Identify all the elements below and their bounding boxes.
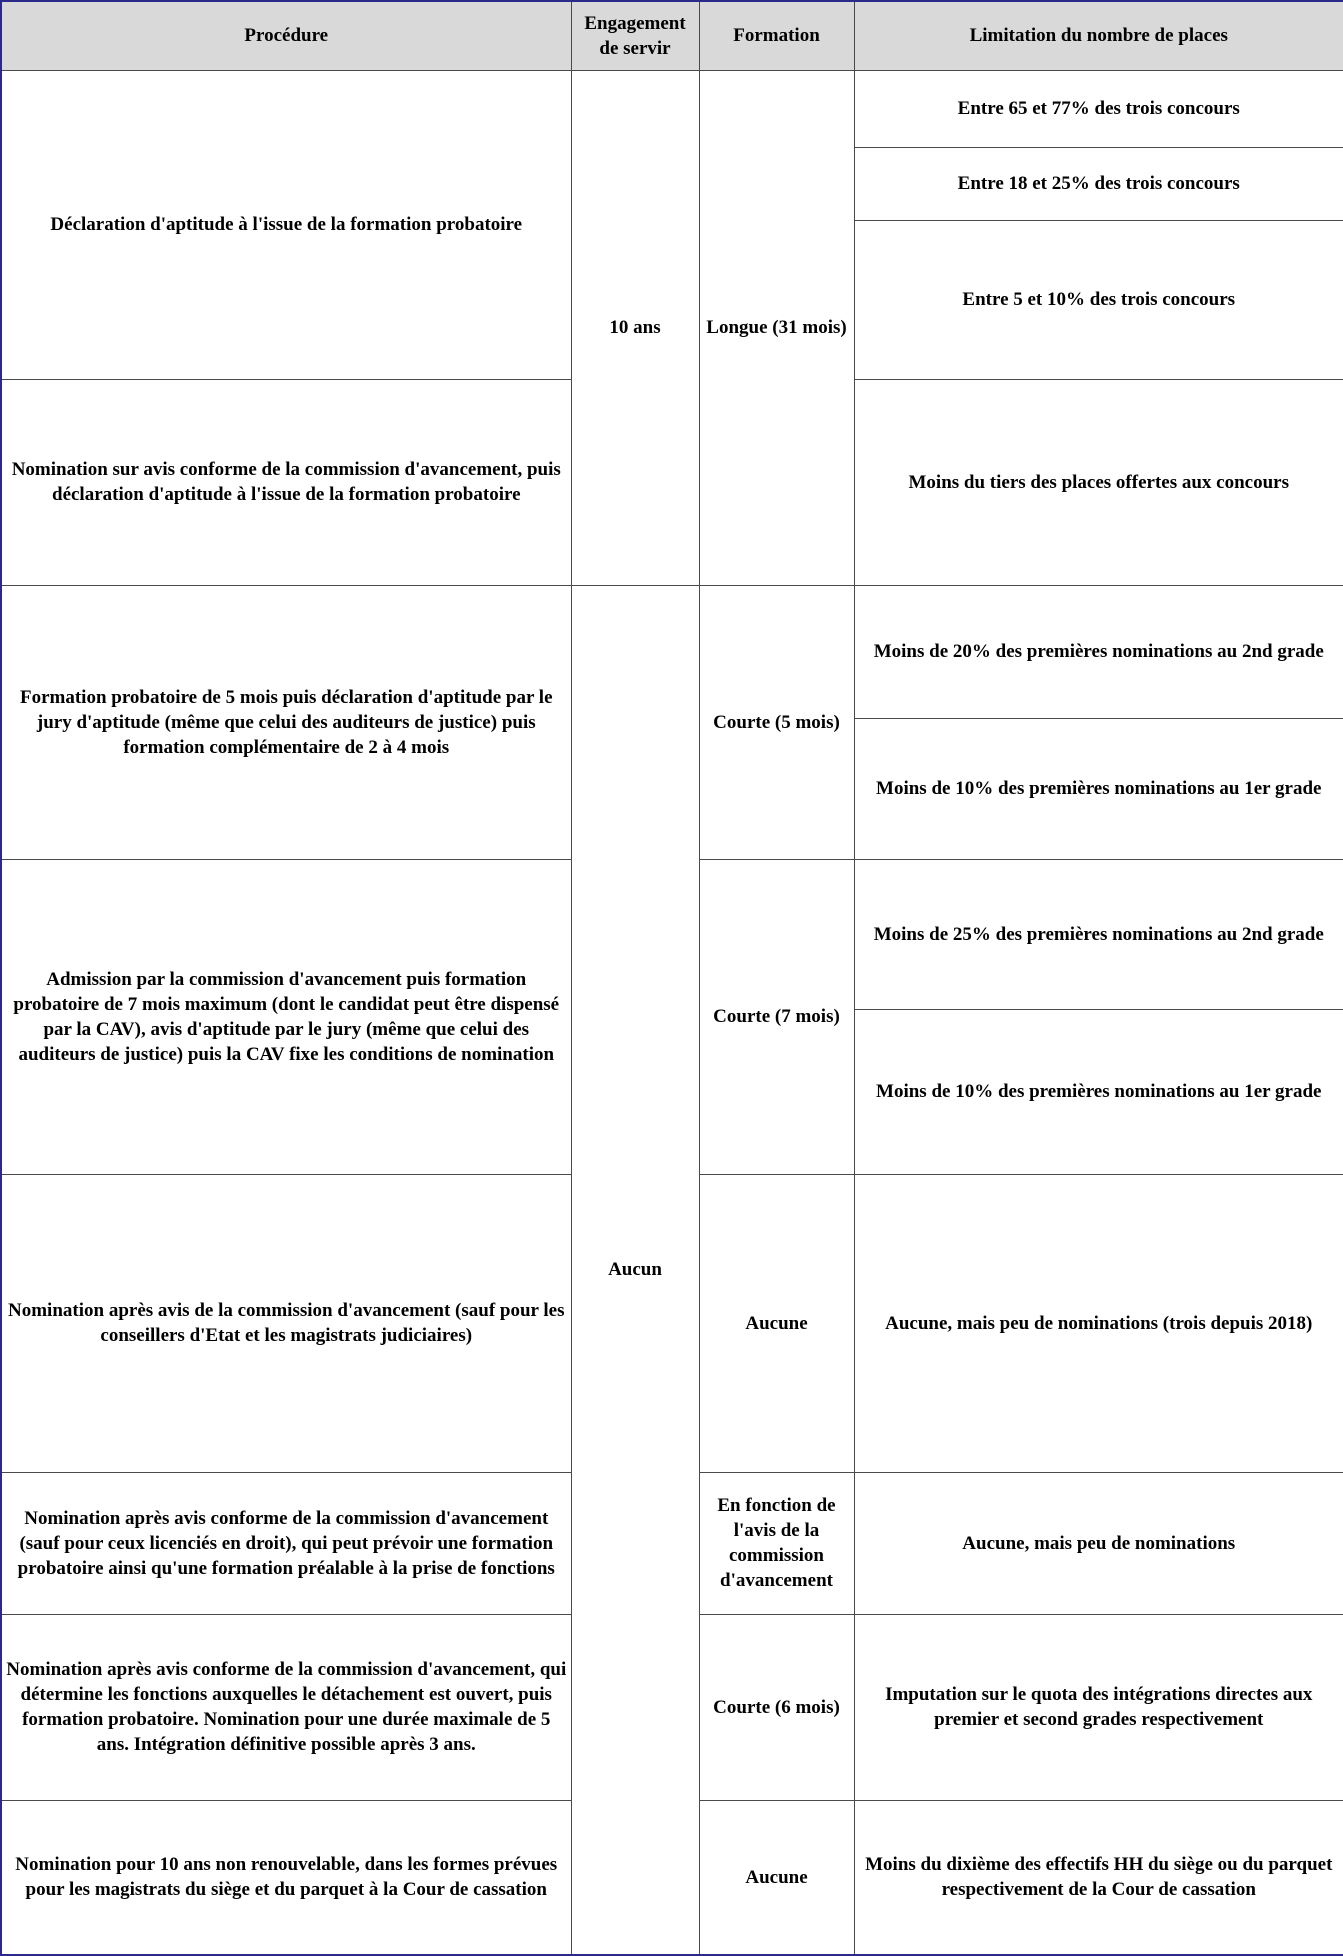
- limitation-cell: Imputation sur le quota des intégrations directes aux premier et second grades respectivement: [854, 1614, 1343, 1800]
- limitation-cell: Moins de 25% des premières nominations au 2nd grade: [854, 859, 1343, 1009]
- table-row: [1, 70, 1343, 147]
- engagement-cell: 10 ans: [571, 70, 699, 585]
- limitation-cell: Moins de 10% des premières nominations au 1er grade: [854, 718, 1343, 859]
- limitation-cell: Moins de 10% des premières nominations au 1er grade: [854, 1009, 1343, 1174]
- formation-cell: Aucune: [699, 1174, 854, 1472]
- header-limitation: Limitation du nombre de places: [854, 1, 1343, 70]
- procedure-cell: Nomination après avis conforme de la commission d'avancement, qui détermine les fonctions auxquelles le détachement est ouvert, puis formation probatoire. Nomination pour une durée maximale de 5 ans. Intégration définitive possible après 3 ans.: [1, 1614, 571, 1800]
- procedure-cell: Nomination après avis de la commission d'avancement (sauf pour les conseillers d'Etat et les magistrats judiciaires): [1, 1174, 571, 1472]
- formation-cell: Courte (7 mois): [699, 859, 854, 1174]
- header-formation: Formation: [699, 1, 854, 70]
- header-row: [1, 1, 1343, 70]
- engagement-cell: Aucun: [571, 585, 699, 1955]
- limitation-cell: Moins de 20% des premières nominations au 2nd grade: [854, 585, 1343, 718]
- formation-cell: En fonction de l'avis de la commission d'avancement: [699, 1472, 854, 1614]
- formation-cell: Courte (6 mois): [699, 1614, 854, 1800]
- limitation-cell: Entre 65 et 77% des trois concours: [854, 70, 1343, 147]
- procedure-cell: Nomination sur avis conforme de la commission d'avancement, puis déclaration d'aptitude à l'issue de la formation probatoire: [1, 379, 571, 585]
- procedure-cell: Nomination pour 10 ans non renouvelable, dans les formes prévues pour les magistrats du siège et du parquet à la Cour de cassation: [1, 1800, 571, 1955]
- procedure-cell: Formation probatoire de 5 mois puis déclaration d'aptitude par le jury d'aptitude (même que celui des auditeurs de justice) puis formation complémentaire de 2 à 4 mois: [1, 585, 571, 859]
- limitation-cell: Entre 18 et 25% des trois concours: [854, 147, 1343, 220]
- header-engagement: Engagement de servir: [571, 1, 699, 70]
- limitation-cell: Moins du tiers des places offertes aux concours: [854, 379, 1343, 585]
- limitation-cell: Aucune, mais peu de nominations: [854, 1472, 1343, 1614]
- header-procedure: Procédure: [1, 1, 571, 70]
- procedure-cell: Nomination après avis conforme de la commission d'avancement (sauf pour ceux licenciés en droit), qui peut prévoir une formation probatoire ainsi qu'une formation préalable à la prise de fonctions: [1, 1472, 571, 1614]
- procedure-cell: Déclaration d'aptitude à l'issue de la formation probatoire: [1, 70, 571, 379]
- formation-cell: Courte (5 mois): [699, 585, 854, 859]
- formation-cell: Aucune: [699, 1800, 854, 1955]
- limitation-cell: Moins du dixième des effectifs HH du siège ou du parquet respectivement de la Cour de cassation: [854, 1800, 1343, 1955]
- procedure-cell: Admission par la commission d'avancement puis formation probatoire de 7 mois maximum (dont le candidat peut être dispensé par la CAV), avis d'aptitude par le jury (même que celui des auditeurs de justice) puis la CAV fixe les conditions de nomination: [1, 859, 571, 1174]
- limitation-cell: Aucune, mais peu de nominations (trois depuis 2018): [854, 1174, 1343, 1472]
- formation-cell: Longue (31 mois): [699, 70, 854, 585]
- limitation-cell: Entre 5 et 10% des trois concours: [854, 220, 1343, 379]
- table-row: [1, 585, 1343, 718]
